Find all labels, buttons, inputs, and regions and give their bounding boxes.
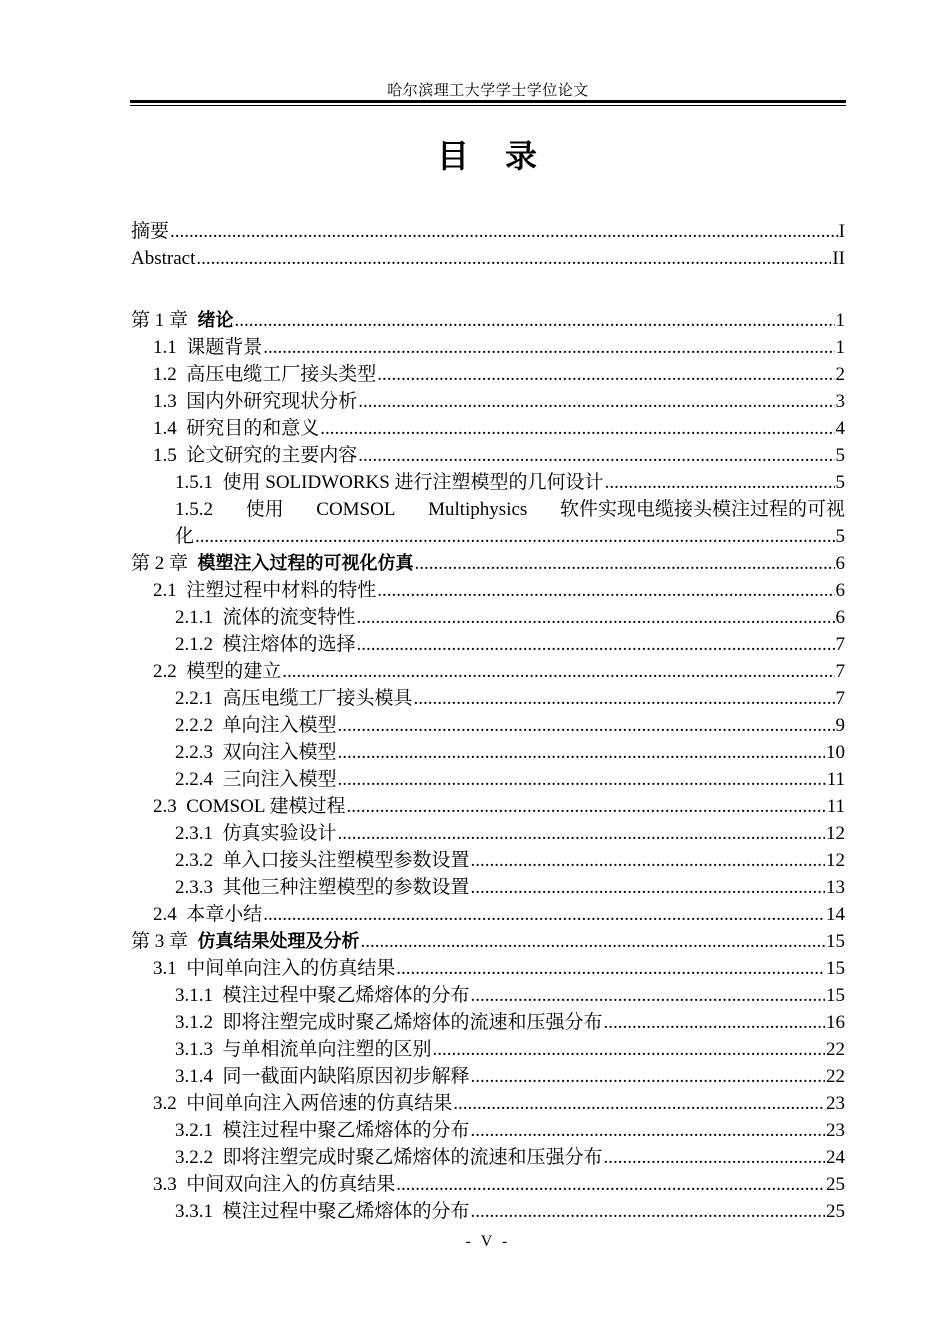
toc-page-number: I [838, 221, 845, 242]
toc-entry-title: 高压电缆工厂接头类型 [186, 364, 377, 385]
toc-entry-label [175, 469, 604, 496]
dot-leader [357, 604, 835, 631]
toc-section-item[interactable] [131, 712, 845, 739]
toc-section-item[interactable] [131, 1198, 845, 1225]
toc-entry-title: 同一截面内缺陷原因初步解释 [222, 1066, 470, 1087]
toc-entry-title: 化 [175, 526, 195, 547]
toc-page-number: 3 [835, 391, 845, 412]
toc-entry-label [175, 604, 356, 631]
toc-entry-number: 1.2 [153, 364, 177, 385]
toc-entry-title: 与单相流单向注塑的区别 [222, 1039, 432, 1060]
toc-entry-title: 高压电缆工厂接头模具 [222, 688, 413, 709]
toc-entry-title: 即将注塑完成时聚乙烯熔体的流速和压强分布 [222, 1147, 603, 1168]
toc-entry-title: 本章小结 [186, 904, 263, 925]
toc-entry-title: 课题背景 [186, 337, 263, 358]
dot-leader [453, 1090, 825, 1117]
toc-entry-number: 3.2.2 [175, 1147, 213, 1168]
toc-entry-label [153, 793, 345, 820]
toc-entry-label [153, 577, 376, 604]
toc-entry-title: 双向注入模型 [222, 742, 337, 763]
toc-entry-label [153, 1090, 452, 1117]
dot-leader [263, 901, 825, 928]
toc-entry-label [153, 334, 262, 361]
toc-entry-number: 3.3 [153, 1174, 177, 1195]
toc-entry-title: Abstract [131, 248, 196, 269]
toc-section-item[interactable] [131, 1090, 845, 1117]
toc-entry-number: 1.3 [153, 391, 177, 412]
toc-entry-number: 2.1.2 [175, 634, 213, 655]
toc-entry-word: 1.5.2 [175, 499, 213, 520]
toc-entry-title: 模塑注入过程的可视化仿真 [197, 553, 414, 574]
dot-leader [471, 1117, 825, 1144]
toc-entry-label [131, 245, 195, 272]
toc-entry-title: 绪论 [197, 310, 234, 331]
toc-section-item[interactable] [131, 874, 845, 901]
toc-section-item[interactable] [131, 1063, 845, 1090]
dot-leader [338, 766, 826, 793]
toc-entry-number: 2.4 [153, 904, 177, 925]
toc-entry-title: 模注过程中聚乙烯熔体的分布 [222, 985, 470, 1006]
toc-entry-number: 第 1 章 [131, 310, 189, 331]
toc-entry-label [175, 1063, 470, 1090]
toc-section-item[interactable] [131, 982, 845, 1009]
toc-page-number: 15 [826, 985, 845, 1006]
toc-section-item[interactable] [131, 1171, 845, 1198]
toc-entry-label [131, 928, 360, 955]
toc-entry-number: 3.1.2 [175, 1012, 213, 1033]
dot-leader [396, 955, 825, 982]
toc-section-item[interactable] [131, 685, 845, 712]
dot-leader [471, 1063, 825, 1090]
toc-entry-label [175, 739, 337, 766]
toc-page-number: 25 [826, 1201, 845, 1222]
toc-page-number: 12 [826, 850, 845, 871]
toc-section-item[interactable] [131, 577, 845, 604]
toc-entry-number: 1.5.1 [175, 472, 213, 493]
toc-entry-title: 使用 SOLIDWORKS 进行注塑模型的几何设计 [222, 472, 604, 493]
toc-page-number: 24 [826, 1147, 845, 1168]
toc-section-item[interactable] [131, 739, 845, 766]
toc-section-item[interactable] [131, 1036, 845, 1063]
toc-page-number: 7 [835, 634, 845, 655]
toc-entry-number: 1.4 [153, 418, 177, 439]
dot-leader [320, 415, 834, 442]
toc-page-number: 22 [826, 1039, 845, 1060]
toc-entry-number: 3.3.1 [175, 1201, 213, 1222]
page-title-char-2: 录 [505, 137, 540, 175]
dot-leader [235, 307, 835, 334]
toc-entry-number: 2.3.2 [175, 850, 213, 871]
toc-section-item[interactable] [131, 1117, 845, 1144]
running-header: 哈尔滨理工大学学士学位论文 [387, 83, 589, 99]
toc-entry-label [175, 1144, 603, 1171]
toc-entry-word: 软件实现电缆接头模注过程的可视 [559, 499, 845, 520]
toc-entry-title: 国内外研究现状分析 [186, 391, 358, 412]
toc-page-number: 23 [826, 1093, 845, 1114]
toc-entry-title: 单向注入模型 [222, 715, 337, 736]
toc-entry-title: COMSOL 建模过程 [186, 796, 346, 817]
toc-entry-number: 2.2.4 [175, 769, 213, 790]
dot-leader [605, 469, 835, 496]
toc-section-item[interactable] [131, 604, 845, 631]
toc-section-item[interactable] [131, 847, 845, 874]
toc-entry-title: 其他三种注塑模型的参数设置 [222, 877, 470, 898]
toc-chapter-item[interactable] [131, 928, 845, 955]
toc-entry-title: 注塑过程中材料的特性 [186, 580, 377, 601]
toc-entry-title: 中间双向注入的仿真结果 [186, 1174, 396, 1195]
toc-entry-label [175, 847, 470, 874]
toc-front-matter-item[interactable] [131, 218, 845, 245]
toc-entry-number: 第 2 章 [131, 553, 189, 574]
toc-section-item[interactable] [131, 1009, 845, 1036]
toc-entry-label [153, 658, 281, 685]
dot-leader [263, 334, 834, 361]
toc-entry-label [175, 712, 337, 739]
dot-leader [396, 1171, 825, 1198]
toc-entry-label [153, 955, 395, 982]
toc-entry-number: 2.2.3 [175, 742, 213, 763]
toc-entry-label [175, 874, 470, 901]
toc-page-number: 23 [826, 1120, 845, 1141]
toc-entry-title: 中间单向注入的仿真结果 [186, 958, 396, 979]
toc-entry-number: 3.1.3 [175, 1039, 213, 1060]
toc-entry-label [153, 442, 357, 469]
toc-entry-title: 单入口接头注塑模型参数设置 [222, 850, 470, 871]
dot-leader [195, 523, 834, 550]
toc-section-item[interactable] [131, 361, 845, 388]
toc-entry-number: 2.2.2 [175, 715, 213, 736]
toc-section-item[interactable] [131, 658, 845, 685]
toc-page-number: 12 [826, 823, 845, 844]
toc-page-number: 9 [835, 715, 845, 736]
toc-entry-label [175, 766, 337, 793]
toc-entry-label [175, 631, 356, 658]
toc-entry-label [175, 1117, 470, 1144]
toc-entry-title: 模注过程中聚乙烯熔体的分布 [222, 1201, 470, 1222]
toc-entry-label [131, 218, 169, 245]
toc-section-item[interactable] [131, 901, 845, 928]
dot-leader [338, 739, 825, 766]
toc-page-number: 4 [835, 418, 845, 439]
dot-leader [196, 245, 831, 272]
toc-page-number: 15 [826, 931, 845, 952]
dot-leader [377, 361, 834, 388]
toc-entry-label [153, 361, 376, 388]
toc-page-number: 2 [835, 364, 845, 385]
toc-entry-title: 流体的流变特性 [222, 607, 356, 628]
toc-page-number: 5 [835, 445, 845, 466]
dot-leader [361, 928, 825, 955]
toc-chapter-item[interactable] [131, 307, 845, 334]
toc-page-number: 5 [835, 472, 845, 493]
toc-entry-word: COMSOL [316, 499, 396, 520]
toc-entry-label [175, 1009, 603, 1036]
dot-leader [377, 577, 834, 604]
toc-page-number: 6 [835, 553, 845, 574]
dot-leader [170, 218, 838, 245]
toc-page-number: II [832, 248, 845, 269]
dot-leader [282, 658, 834, 685]
toc-entry-label [153, 1171, 395, 1198]
dot-leader [338, 712, 835, 739]
toc-item-wrapped[interactable] [131, 496, 845, 550]
toc-section-item[interactable] [131, 793, 845, 820]
toc-entry-title: 仿真实验设计 [222, 823, 337, 844]
toc-entry-number: 2.1.1 [175, 607, 213, 628]
page-number: - V - [465, 1233, 511, 1250]
dot-leader [358, 388, 834, 415]
toc-entry-label [131, 307, 234, 334]
toc-page-number: 14 [826, 904, 845, 925]
page-title-char-1: 目 [436, 137, 471, 175]
toc-entry-label [175, 1198, 470, 1225]
toc-entry-title: 仿真结果处理及分析 [197, 931, 360, 952]
toc-section-item[interactable] [131, 766, 845, 793]
toc-entry-number: 2.1 [153, 580, 177, 601]
dot-leader [471, 982, 825, 1009]
header-rule-thin [130, 105, 846, 106]
toc-entry-label [175, 1036, 432, 1063]
toc-entry-label [175, 685, 413, 712]
toc-page-number: 15 [826, 958, 845, 979]
dot-leader [471, 847, 825, 874]
toc-section-item[interactable] [131, 334, 845, 361]
toc-entry-number: 3.1 [153, 958, 177, 979]
toc-page-number: 1 [835, 310, 845, 331]
dot-leader [471, 1198, 825, 1225]
toc-entry-number: 3.2.1 [175, 1120, 213, 1141]
toc-section-item[interactable] [131, 415, 845, 442]
toc-entry-title: 三向注入模型 [222, 769, 337, 790]
toc-entry-title: 摘要 [131, 221, 170, 242]
toc-page-number: 11 [826, 769, 845, 790]
toc-entry-label [131, 550, 414, 577]
toc-entry-number: 3.1.1 [175, 985, 213, 1006]
toc-entry-title: 论文研究的主要内容 [186, 445, 358, 466]
toc-page-number: 16 [826, 1012, 845, 1033]
toc-page-number: 11 [826, 796, 845, 817]
toc-page-number: 25 [826, 1174, 845, 1195]
toc-page-number: 13 [826, 877, 845, 898]
toc-page-number: 6 [835, 607, 845, 628]
toc-entry-label [153, 901, 262, 928]
dot-leader [338, 820, 825, 847]
toc-page-number: 1 [835, 337, 845, 358]
toc-entry-number: 2.3.1 [175, 823, 213, 844]
dot-leader [471, 874, 825, 901]
toc-section-item[interactable] [131, 820, 845, 847]
toc-chapter-item[interactable] [131, 550, 845, 577]
toc-page-number: 22 [826, 1066, 845, 1087]
toc-page-number: 7 [835, 688, 845, 709]
toc-entry-number: 2.2.1 [175, 688, 213, 709]
toc-page-number: 5 [835, 526, 845, 547]
dot-leader [604, 1009, 825, 1036]
dot-leader [414, 685, 835, 712]
toc-entry-label [175, 820, 337, 847]
dot-leader [415, 550, 835, 577]
dot-leader [358, 442, 834, 469]
dot-leader [357, 631, 835, 658]
toc-entry-number: 3.2 [153, 1093, 177, 1114]
toc-page-number: 7 [835, 661, 845, 682]
toc-entry-title: 研究目的和意义 [186, 418, 320, 439]
toc-entry-label [153, 415, 319, 442]
toc-entry-word: Multiphysics [428, 499, 528, 520]
toc-entry-title: 中间单向注入两倍速的仿真结果 [186, 1093, 453, 1114]
toc-entry-number: 2.3.3 [175, 877, 213, 898]
toc-entry-title: 模注过程中聚乙烯熔体的分布 [222, 1120, 470, 1141]
page-title [130, 131, 846, 177]
toc-page-number: 10 [826, 742, 845, 763]
toc-section-item[interactable] [131, 442, 845, 469]
toc-front-matter-item[interactable] [131, 245, 845, 272]
toc-entry-number: 3.1.4 [175, 1066, 213, 1087]
toc-entry-title: 模注熔体的选择 [222, 634, 356, 655]
dot-leader [604, 1144, 825, 1171]
dot-leader [433, 1036, 825, 1063]
toc-section-item[interactable] [131, 1144, 845, 1171]
toc-entry-number: 第 3 章 [131, 931, 189, 952]
toc-entry-title: 即将注塑完成时聚乙烯熔体的流速和压强分布 [222, 1012, 603, 1033]
toc-entry-word: 使用 [245, 499, 284, 520]
toc-section-item[interactable] [131, 469, 845, 496]
toc-entry-title: 模型的建立 [186, 661, 282, 682]
toc-entry-label [175, 982, 470, 1009]
toc-entry-number: 1.5 [153, 445, 177, 466]
toc-section-item[interactable] [131, 631, 845, 658]
header-rule-thick [130, 100, 846, 103]
toc-entry-number: 2.3 [153, 796, 177, 817]
toc-section-item[interactable] [131, 388, 845, 415]
dot-leader [346, 793, 825, 820]
toc-entry-label [153, 388, 357, 415]
toc-section-item[interactable] [131, 955, 845, 982]
toc-page-number: 6 [835, 580, 845, 601]
toc-entry-number: 2.2 [153, 661, 177, 682]
toc-entry-number: 1.1 [153, 337, 177, 358]
